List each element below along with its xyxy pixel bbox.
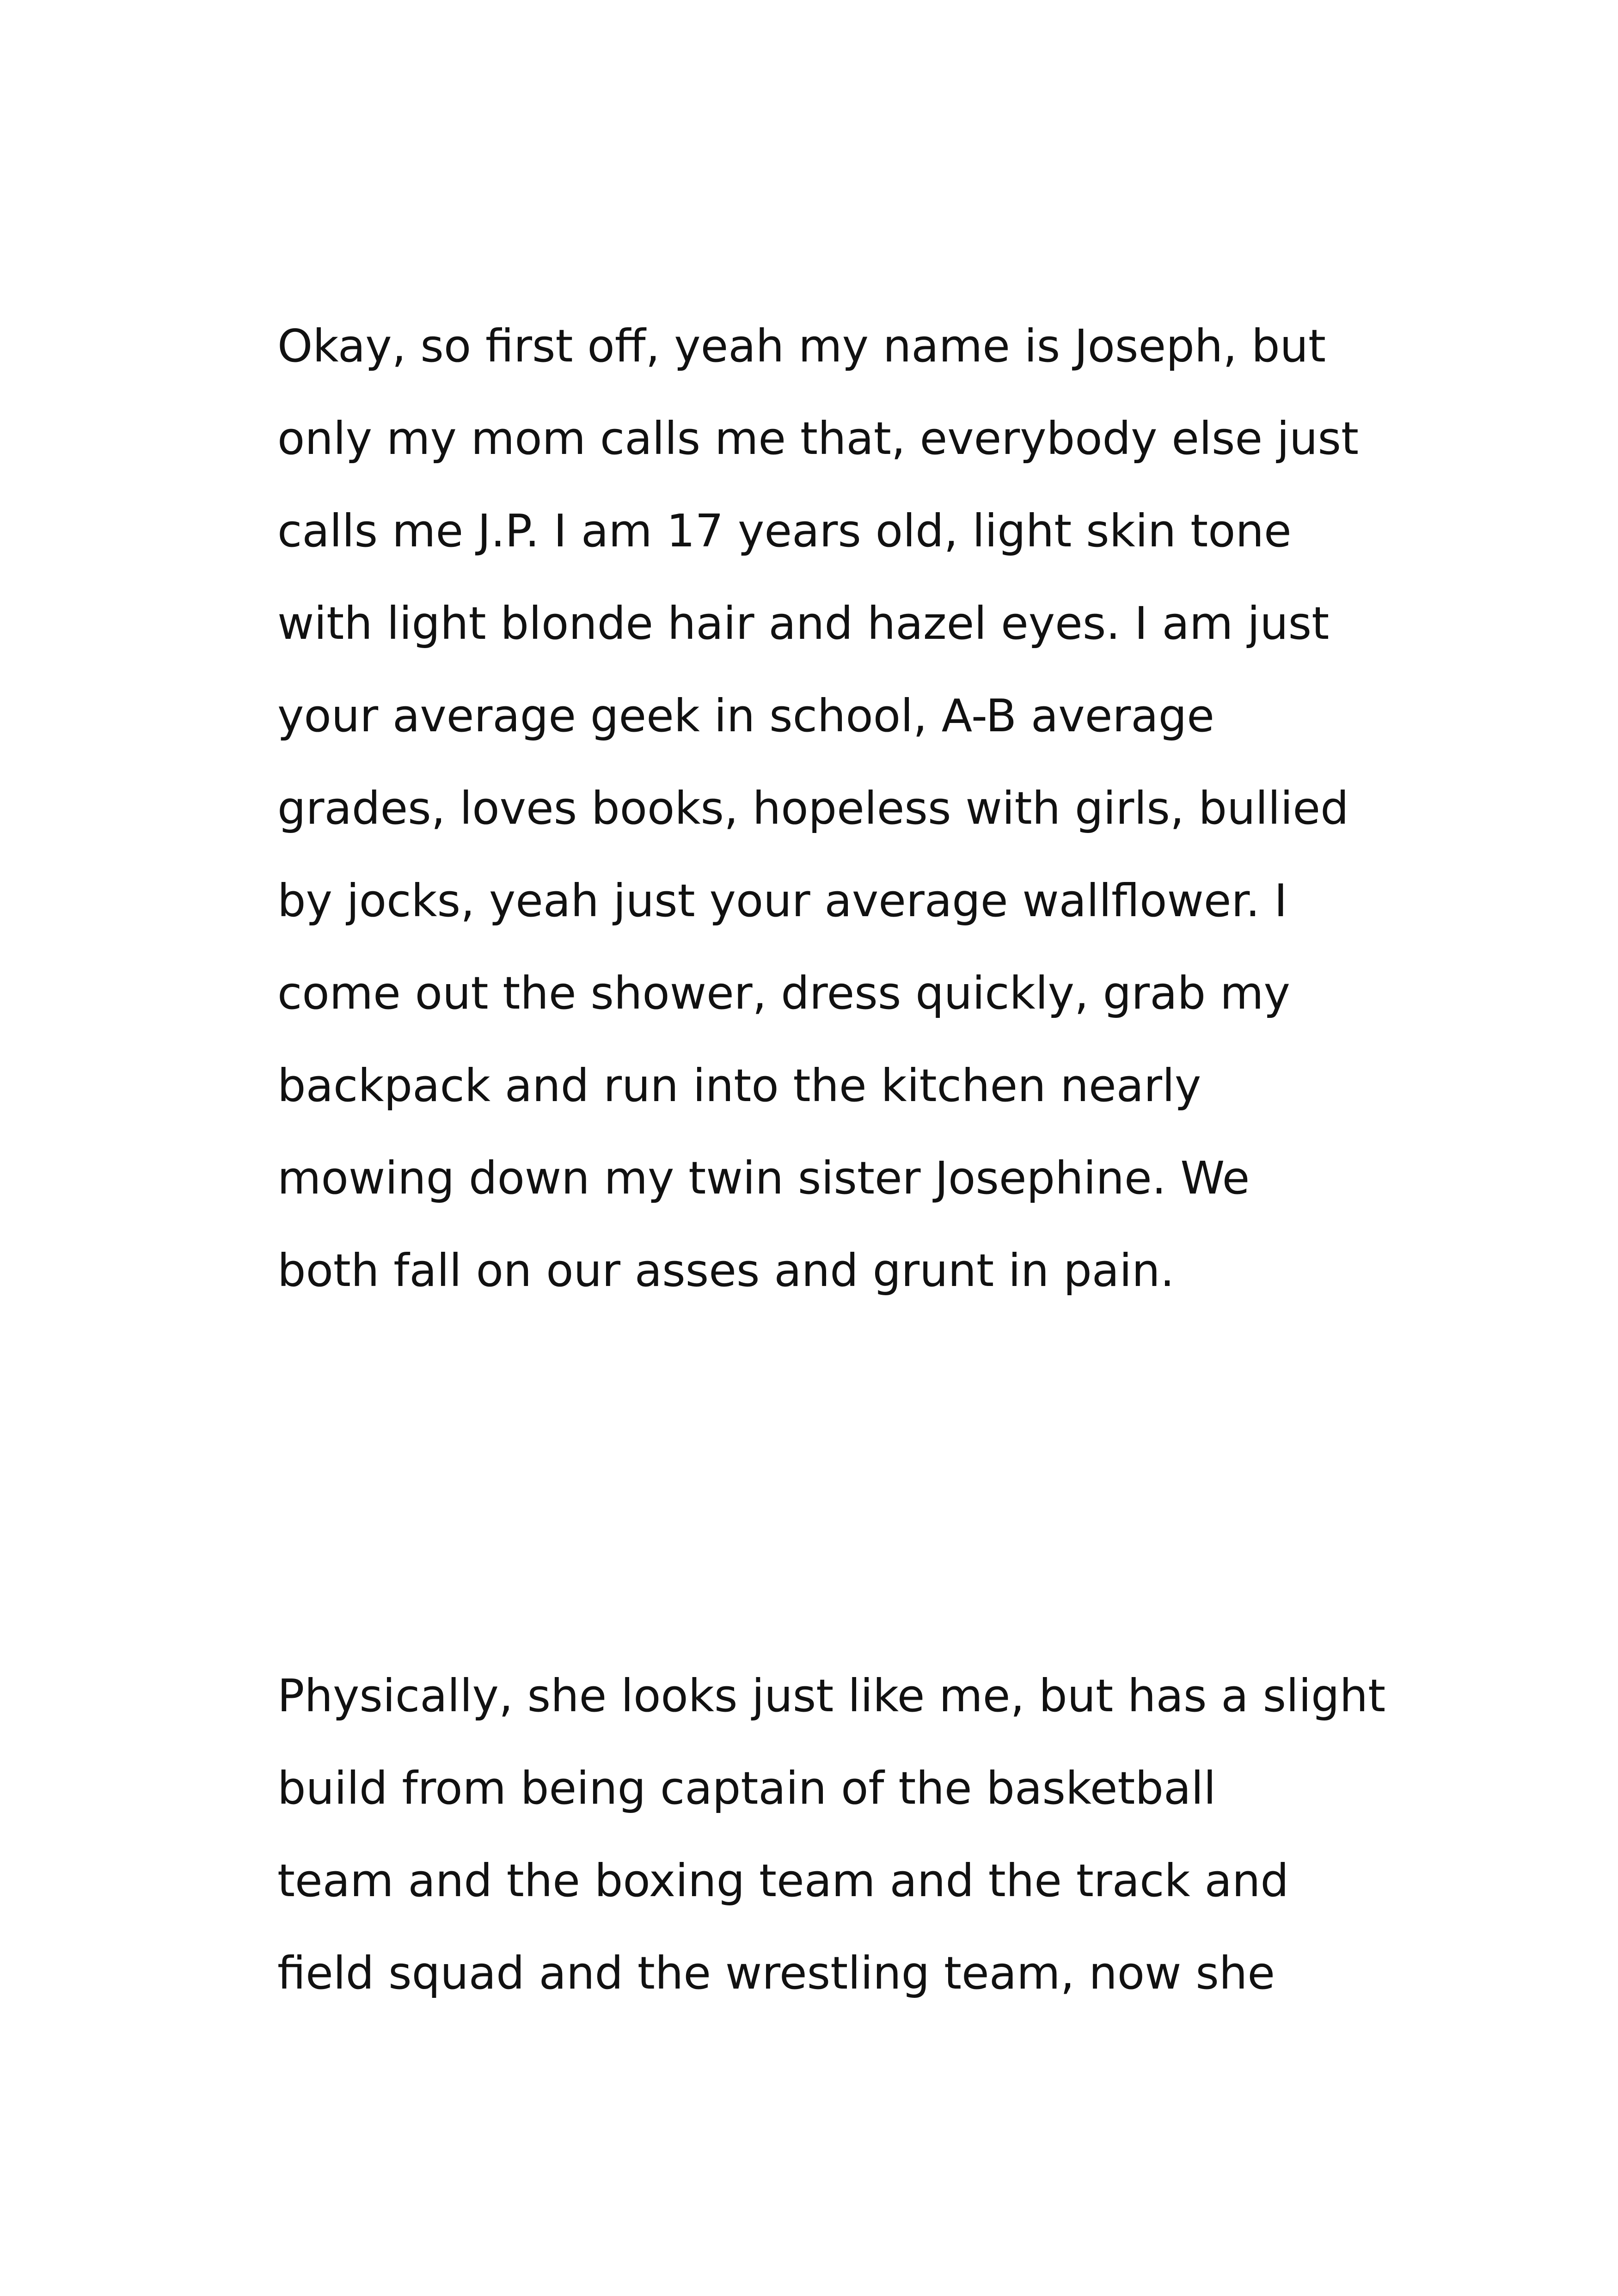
paragraph-1-line-7: by jocks, yeah just your average wallflower. I — [277, 875, 1287, 927]
paragraph-1-line-11: both fall on our asses and grunt in pain. — [277, 1244, 1175, 1297]
paragraph-1-line-5: your average geek in school, A-B average — [277, 690, 1214, 742]
paragraph-2-line-4: field squad and the wrestling team, now she — [277, 1947, 1275, 1999]
paragraph-1-line-8: come out the shower, dress quickly, grab my — [277, 967, 1290, 1019]
paragraph-2-line-3: team and the boxing team and the track and — [277, 1855, 1289, 1907]
paragraph-2-line-1: Physically, she looks just like me, but has a slight — [277, 1670, 1386, 1722]
paragraph-1-line-6: grades, loves books, hopeless with girls, bullied — [277, 782, 1349, 834]
paragraph-1-line-9: backpack and run into the kitchen nearly — [277, 1059, 1201, 1112]
paragraph-1-line-1: Okay, so first off, yeah my name is Joseph, but — [277, 320, 1326, 372]
paragraph-1-line-3: calls me J.P. I am 17 years old, light skin tone — [277, 505, 1292, 557]
paragraph-1-line-10: mowing down my twin sister Josephine. We — [277, 1152, 1250, 1204]
paragraph-2-line-2: build from being captain of the basketball — [277, 1762, 1216, 1814]
paragraph-1-line-2: only my mom calls me that, everybody else just — [277, 412, 1359, 465]
paragraph-1-line-4: with light blonde hair and hazel eyes. I am just — [277, 597, 1330, 649]
